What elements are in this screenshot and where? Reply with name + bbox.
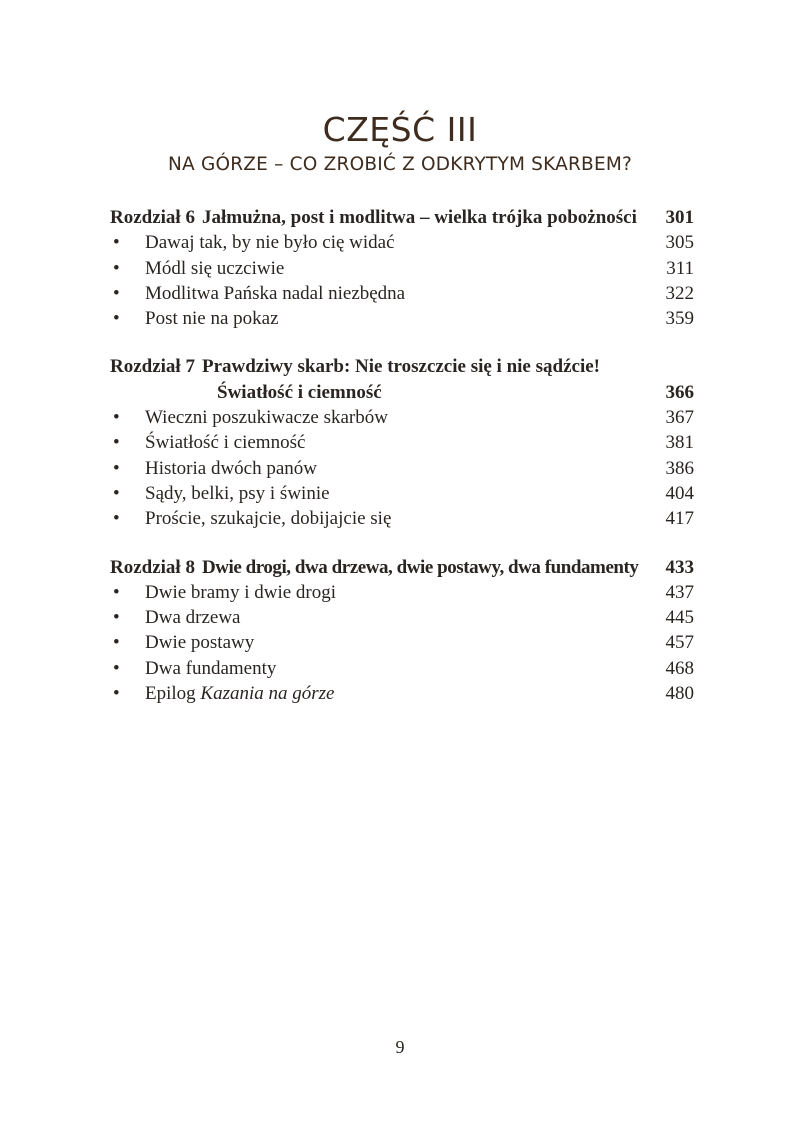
bullet-icon: • <box>113 308 120 330</box>
item-title: Dwa fundamenty <box>145 657 277 679</box>
item-page: 480 <box>665 683 694 705</box>
item-page: 305 <box>665 232 694 254</box>
item-title: Wieczni poszukiwacze skarbów <box>145 407 388 429</box>
toc-item[interactable] <box>110 481 694 506</box>
chapter-label: Rozdział 8 <box>110 556 195 578</box>
part-title: CZĘŚĆ III <box>322 110 478 149</box>
chapter-heading[interactable] <box>110 555 694 580</box>
item-title: Dwie postawy <box>145 632 255 654</box>
item-title: Post nie na pokaz <box>145 308 279 330</box>
bullet-icon: • <box>113 257 120 279</box>
table-of-contents <box>110 205 694 729</box>
toc-item[interactable] <box>110 256 694 281</box>
bullet-icon: • <box>113 632 120 654</box>
bullet-icon: • <box>113 508 120 530</box>
item-title: Dwa drzewa <box>145 607 241 629</box>
toc-item[interactable] <box>110 230 694 255</box>
toc-item[interactable] <box>110 306 694 331</box>
chapter-title: Jałmużna, post i modlitwa – wielka trójka pobożności <box>201 207 637 228</box>
bullet-icon: • <box>113 457 120 479</box>
item-title: Epilog <box>145 683 196 705</box>
toc-item[interactable] <box>110 656 694 681</box>
chapter-title: Dwie drogi, dwa drzewa, dwie postawy, dwa fundamenty <box>201 556 639 578</box>
item-page: 311 <box>666 257 694 279</box>
item-title: Historia dwóch panów <box>145 457 318 479</box>
item-title-italic: Kazania na górze <box>200 683 335 705</box>
chapter-page: 301 <box>665 207 694 228</box>
chapter-8 <box>110 555 694 707</box>
item-title: Dwie bramy i dwie drogi <box>145 581 337 603</box>
chapter-7 <box>110 354 694 531</box>
bullet-icon: • <box>113 581 120 603</box>
chapter-heading-continued[interactable] <box>110 380 694 405</box>
bullet-icon: • <box>113 232 120 254</box>
toc-item[interactable] <box>110 430 694 455</box>
item-page: 445 <box>665 607 694 629</box>
chapter-page: 366 <box>665 381 694 403</box>
chapter-title-continued: Światłość i ciemność <box>217 381 382 403</box>
bullet-icon: • <box>113 657 120 679</box>
item-title: Modlitwa Pańska nadal niezbędna <box>145 282 406 304</box>
item-title: Sądy, belki, psy i świnie <box>145 482 330 504</box>
chapter-6 <box>110 205 694 331</box>
chapter-label: Rozdział 6 <box>110 207 195 228</box>
item-page: 457 <box>665 632 694 654</box>
bullet-icon: • <box>113 432 120 454</box>
toc-item[interactable] <box>110 456 694 481</box>
item-title: Dawaj tak, by nie było cię widać <box>145 232 395 254</box>
item-title: Proście, szukajcie, dobijajcie się <box>145 508 392 530</box>
item-title: Módl się uczciwie <box>145 257 285 279</box>
toc-item[interactable] <box>110 630 694 655</box>
item-page: 404 <box>665 482 694 504</box>
item-page: 322 <box>665 282 694 304</box>
item-page: 417 <box>665 508 694 530</box>
part-subtitle: NA GÓRZE – CO ZROBIĆ Z ODKRYTYM SKARBEM? <box>167 154 633 175</box>
chapter-heading[interactable] <box>110 205 694 230</box>
toc-item[interactable] <box>110 405 694 430</box>
bullet-icon: • <box>113 683 120 705</box>
chapter-title: Prawdziwy skarb: Nie troszczcie się i nie sądźcie! <box>201 356 600 378</box>
item-page: 367 <box>665 407 694 429</box>
toc-item[interactable] <box>110 681 694 706</box>
bullet-icon: • <box>113 407 120 429</box>
bullet-icon: • <box>113 482 120 504</box>
item-page: 359 <box>665 308 694 330</box>
chapter-heading[interactable] <box>110 354 694 379</box>
page-number: 9 <box>395 1037 405 1057</box>
item-page: 386 <box>665 457 694 479</box>
toc-item[interactable] <box>110 281 694 306</box>
toc-item[interactable] <box>110 605 694 630</box>
bullet-icon: • <box>113 282 120 304</box>
bullet-icon: • <box>113 607 120 629</box>
item-page: 381 <box>665 432 694 454</box>
toc-item[interactable] <box>110 580 694 605</box>
chapter-label: Rozdział 7 <box>110 356 195 378</box>
item-page: 468 <box>665 657 694 679</box>
toc-item[interactable] <box>110 506 694 531</box>
item-page: 437 <box>665 581 694 603</box>
item-title: Światłość i ciemność <box>145 432 306 454</box>
chapter-page: 433 <box>665 556 694 578</box>
